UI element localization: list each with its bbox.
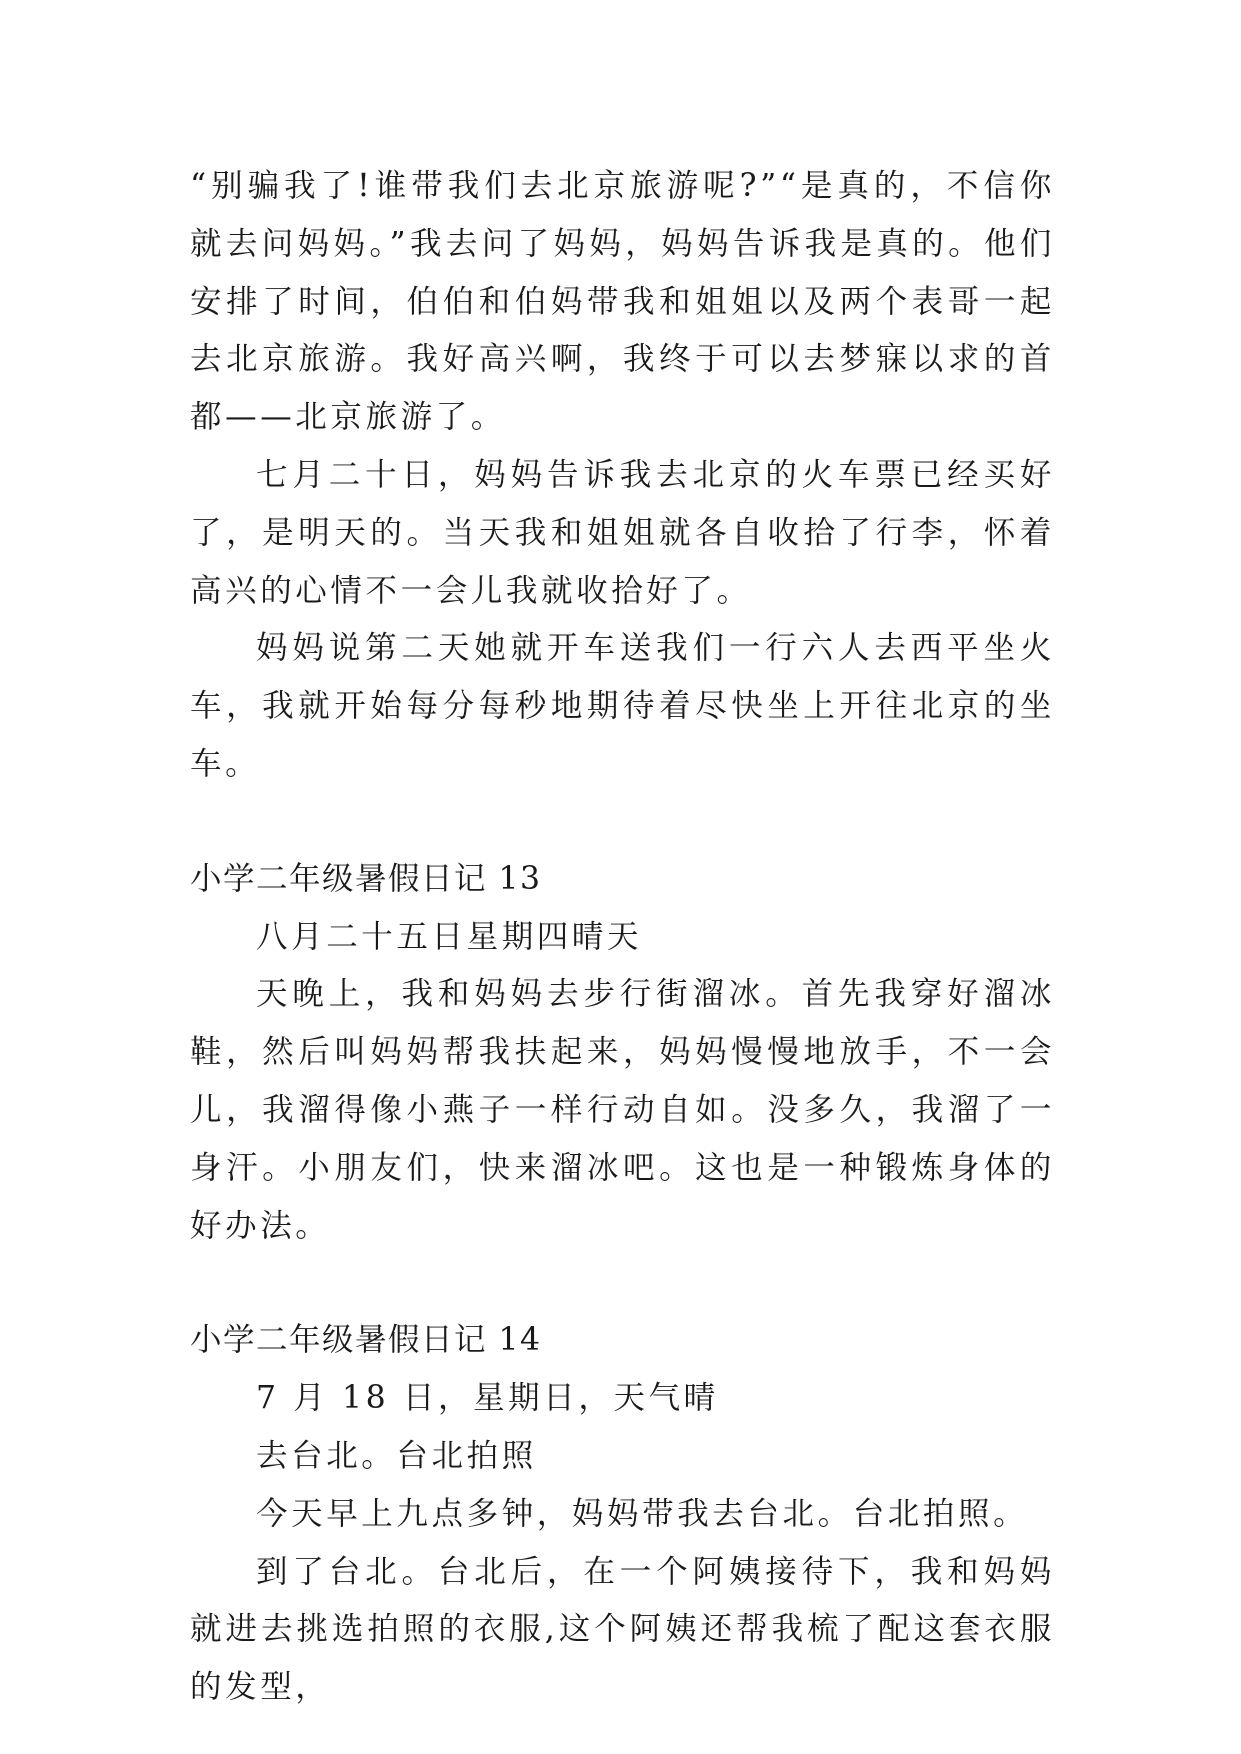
diary-heading-14: 小学二年级暑假日记 14 [190, 1322, 542, 1359]
paragraph: 妈妈说第二天她就开车送我们一行六人去西平坐火车，我就开始每分每秒地期待着尽快坐上开往北京的坐车。 [190, 630, 1055, 782]
diary-date-line: 八月二十五日星期四晴天 [256, 918, 643, 955]
paragraph: 今天早上九点多钟，妈妈带我去台北。台北拍照。 [256, 1495, 1029, 1532]
paragraph: 七月二十日，妈妈告诉我去北京的火车票已经买好了，是明天的。当天我和姐姐就各自收拾了行李，怀着高兴的心情不一会儿我就收拾好了。 [190, 456, 1055, 609]
diary-heading-13: 小学二年级暑假日记 13 [190, 860, 542, 897]
diary-date-line: 7 月 18 日，星期日，天气晴 [256, 1380, 719, 1417]
paragraph: 天晚上，我和妈妈去步行街溜冰。首先我穿好溜冰鞋，然后叫妈妈帮我扶起来，妈妈慢慢地放手，不一会儿，我溜得像小燕子一样行动自如。没多久，我溜了一身汗。小朋友们，快来溜冰吧。这也是一种锻炼身体的好办法。 [190, 976, 1055, 1244]
paragraph: 到了台北。台北后，在一个阿姨接待下，我和妈妈就进去挑选拍照的衣服,这个阿姨还帮我梳了配这套衣服的发型， [190, 1553, 1055, 1706]
paragraph: “别骗我了!谁带我们去北京旅游呢?”“是真的，不信你就去问妈妈。”我去问了妈妈，妈妈告诉我是真的。他们安排了时间，伯伯和伯妈带我和姐姐以及两个表哥一起去北京旅游。我好高兴啊，我终于可以去梦寐以求的首都——北京旅游了。 [190, 168, 1055, 436]
document-body [190, 158, 1055, 1717]
diary-title-line: 去台北。台北拍照 [256, 1437, 537, 1474]
